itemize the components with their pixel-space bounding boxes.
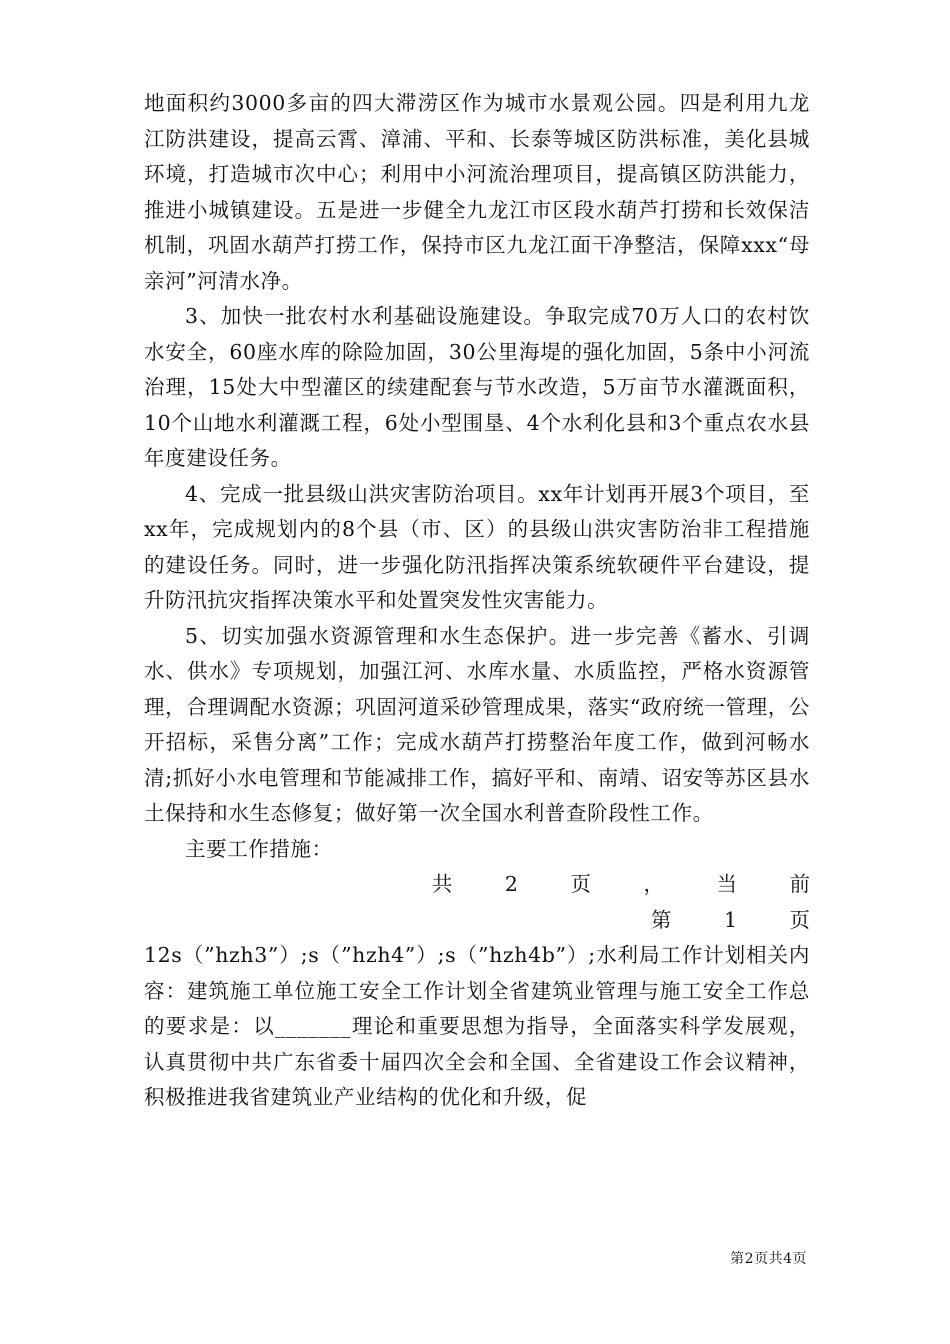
paragraph-measures-heading: 主要工作措施： (185, 836, 333, 861)
paragraph-flood-prevention: 4、完成一批县级山洪灾害防治项目。xx年计划再开展3个项目，至xx年，完成规划内的8个县（市、区）的县级山洪灾害防治非工程措施的建设任务。同时，进一步强化防汛指挥决策系统软硬件平台建设，提升防汛抗灾指挥决策水平和处置突发性灾害能力。 (144, 481, 810, 612)
paragraph-related-content: 12s（”hzh3”）;s（”hzh4”）;s（”hzh4b”）;水利局工作计划相关内容：建筑施工单位施工安全工作计划全省建筑业管理与施工安全工作总的要求是：以_______理论和重要思想为指导，全面落实科学发展观，认真贯彻中共广东省委十届四次全会和全国、全省建设工作会议精神，积极推进我省建筑业产业结构的优化和升级，促 (144, 943, 810, 1109)
paragraph-continuation: 地面积约3000多亩的四大滞涝区作为城市水景观公园。四是利用九龙江防洪建设，提高云霄、漳浦、平和、长泰等城区防洪标准，美化县城环境，打造城市次中心；利用中小河流治理项目，提高镇区防洪能力，推进小城镇建设。五是进一步健全九龙江市区段水葫芦打捞和长效保洁机制，巩固水葫芦打捞工作，保持市区九龙江面干净整洁，保障xxx“母亲河”河清水净。 (144, 91, 810, 293)
page-footer: 第2页共4页 (730, 1251, 807, 1267)
inline-page-indicator: 共 2 页 ， 当 前 第 1 页 (431, 872, 824, 932)
document-body (144, 86, 824, 1116)
paragraph-water-resources: 5、切实加强水资源管理和水生态保护。进一步完善《蓄水、引调水、供水》专项规划，加强江河、水库水量、水质监控，严格水资源管理，合理调配水资源；巩固河道采砂管理成果，落实“政府统一管理，公开招标，采售分离”工作；完成水葫芦打捞整治年度工作，做到河畅水清;抓好小水电管理和节能减排工作，搞好平和、南靖、诏安等苏区县水土保持和水生态修复；做好第一次全国水利普查阶段性工作。 (144, 623, 810, 825)
paragraph-rural-water: 3、加快一批农村水利基础设施建设。争取完成70万人口的农村饮水安全，60座水库的除险加固，30公里海堤的强化加固，5条中小河流治理，15处大中型灌区的续建配套与节水改造，5万亩节水灌溉面积，10个山地水利灌溉工程，6处小型围垦、4个水利化县和3个重点农水县年度建设任务。 (144, 304, 810, 470)
